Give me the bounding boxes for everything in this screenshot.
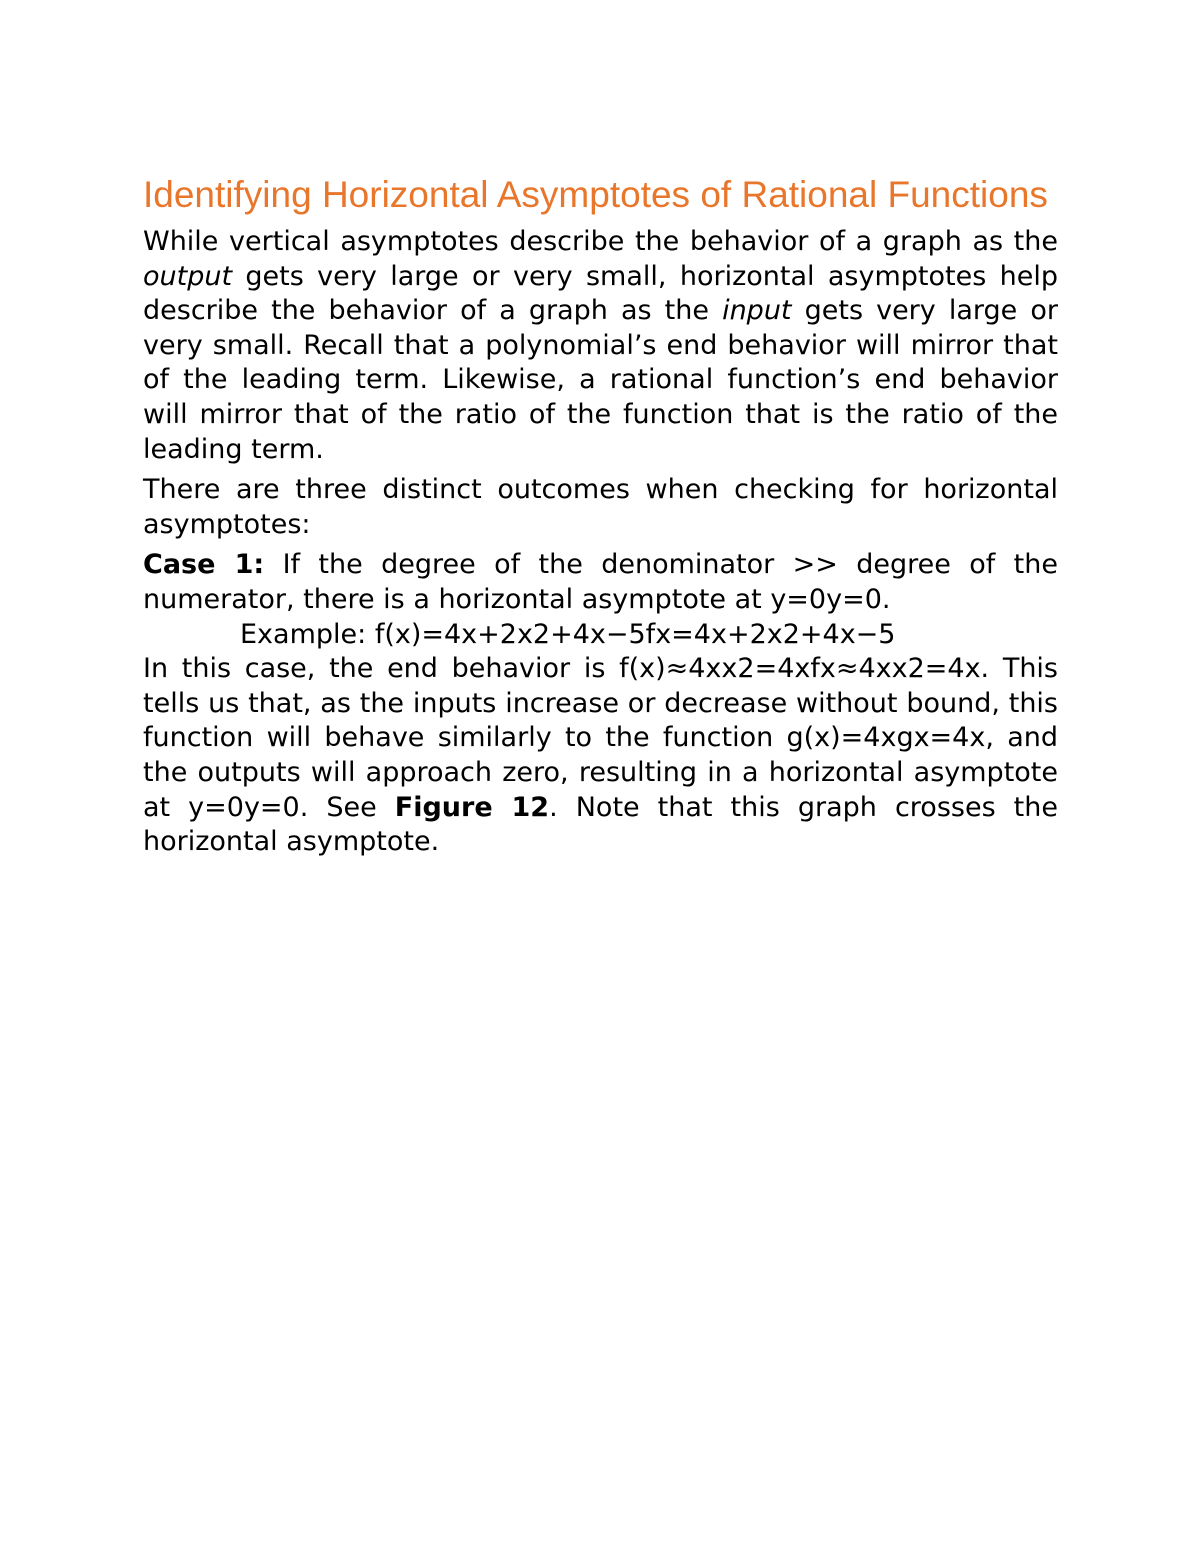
intro-text-1: While vertical asymptotes describe the behavior of a graph as the	[143, 226, 1058, 257]
intro-paragraph	[143, 225, 1058, 467]
input-emphasis: input	[722, 295, 792, 327]
output-emphasis: output	[143, 260, 233, 292]
case-1-text: If the degree of the denominator >> degree of the numerator, there is a horizontal asymptote at y=0y=0.	[143, 549, 1058, 615]
intro-text-2: gets very large or very small, horizontal asymptotes help describe the behavior of a graph as the	[143, 260, 1058, 327]
end-behavior-paragraph	[143, 652, 1058, 860]
section-heading: Identifying Horizontal Asymptotes of Rational Functions	[143, 174, 1048, 215]
document-page	[143, 172, 1058, 866]
example-line: Example: f(x)=4x+2x2+4x−5fx=4x+2x2+4x−5	[240, 618, 896, 650]
case-1-label: Case 1:	[143, 549, 265, 581]
case-1-paragraph	[143, 548, 1058, 617]
end-behavior-text-1: In this case, the end behavior is f(x)≈4xx2=4xfx≈4xx2=4x. This tells us that, as the inputs increase or decrease without bound, this function will behave similarly to the function g(x)=4xgx=4x, and the outputs will approach zero, resulting in a horizontal asymptote at y=0y=0. See	[143, 653, 1058, 823]
end-behavior-text-2: . Note that this graph crosses the horizontal asymptote.	[143, 791, 1058, 858]
figure-reference: Figure 12	[394, 791, 550, 823]
intro-text-3: gets very large or very small. Recall that a polynomial’s end behavior will mirror that of the leading term. Likewise, a rational function’s end behavior will mirror that of the ratio of the function that is the ratio of the leading term.	[143, 295, 1058, 465]
outcomes-paragraph: There are three distinct outcomes when checking for horizontal asymptotes:	[143, 474, 1058, 540]
